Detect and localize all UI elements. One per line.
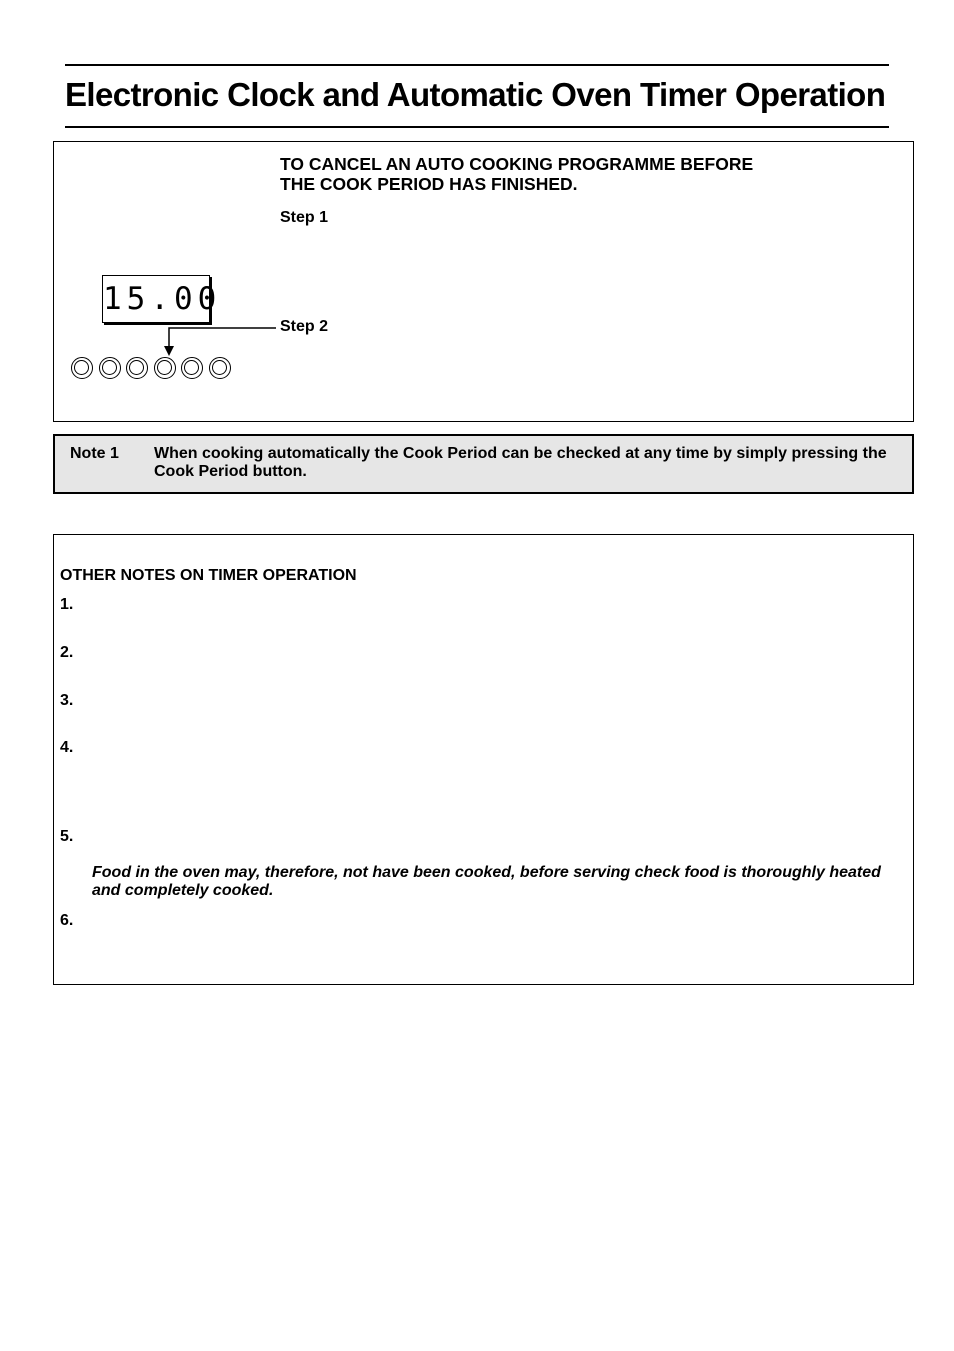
- timer-button-6[interactable]: [209, 357, 231, 379]
- note-number-5: 5.: [60, 828, 74, 845]
- note-number-1: 1.: [60, 596, 74, 613]
- cancel-heading: [280, 154, 753, 194]
- timer-display: 15.00: [102, 275, 210, 323]
- timer-button-4[interactable]: [154, 357, 176, 379]
- food-safety-warning: Food in the oven may, therefore, not have been cooked, before serving check food is thoroughly heated and completely cooked.: [92, 864, 881, 899]
- timer-button-2[interactable]: [99, 357, 121, 379]
- page-title: Electronic Clock and Automatic Oven Timer Operation: [65, 76, 886, 113]
- cancel-heading-line2: THE COOK PERIOD HAS FINISHED.: [280, 174, 578, 194]
- other-notes-panel: [53, 534, 914, 985]
- other-notes-heading: OTHER NOTES ON TIMER OPERATION: [60, 567, 357, 584]
- cancel-programme-panel: [53, 141, 914, 422]
- timer-button-1[interactable]: [71, 357, 93, 379]
- note-label: Note 1: [70, 445, 119, 462]
- title-bottom-rule: [65, 126, 889, 128]
- cancel-heading-line1: TO CANCEL AN AUTO COOKING PROGRAMME BEFORE: [280, 154, 754, 174]
- timer-button-5[interactable]: [181, 357, 203, 379]
- timer-button-3[interactable]: [126, 357, 148, 379]
- note-number-6: 6.: [60, 912, 74, 929]
- note-text: When cooking automatically the Cook Period can be checked at any time by simply pressing the Cook Period button.: [154, 445, 887, 480]
- step-2-label: Step 2: [280, 318, 329, 335]
- step-1-label: Step 1: [280, 209, 329, 226]
- note-box: [53, 434, 914, 494]
- note-number-2: 2.: [60, 644, 74, 661]
- timer-button-row: [71, 357, 236, 379]
- title-top-rule: [65, 64, 889, 66]
- note-number-4: 4.: [60, 739, 74, 756]
- note-number-3: 3.: [60, 692, 74, 709]
- step-2-pointer-arrow: [154, 318, 284, 362]
